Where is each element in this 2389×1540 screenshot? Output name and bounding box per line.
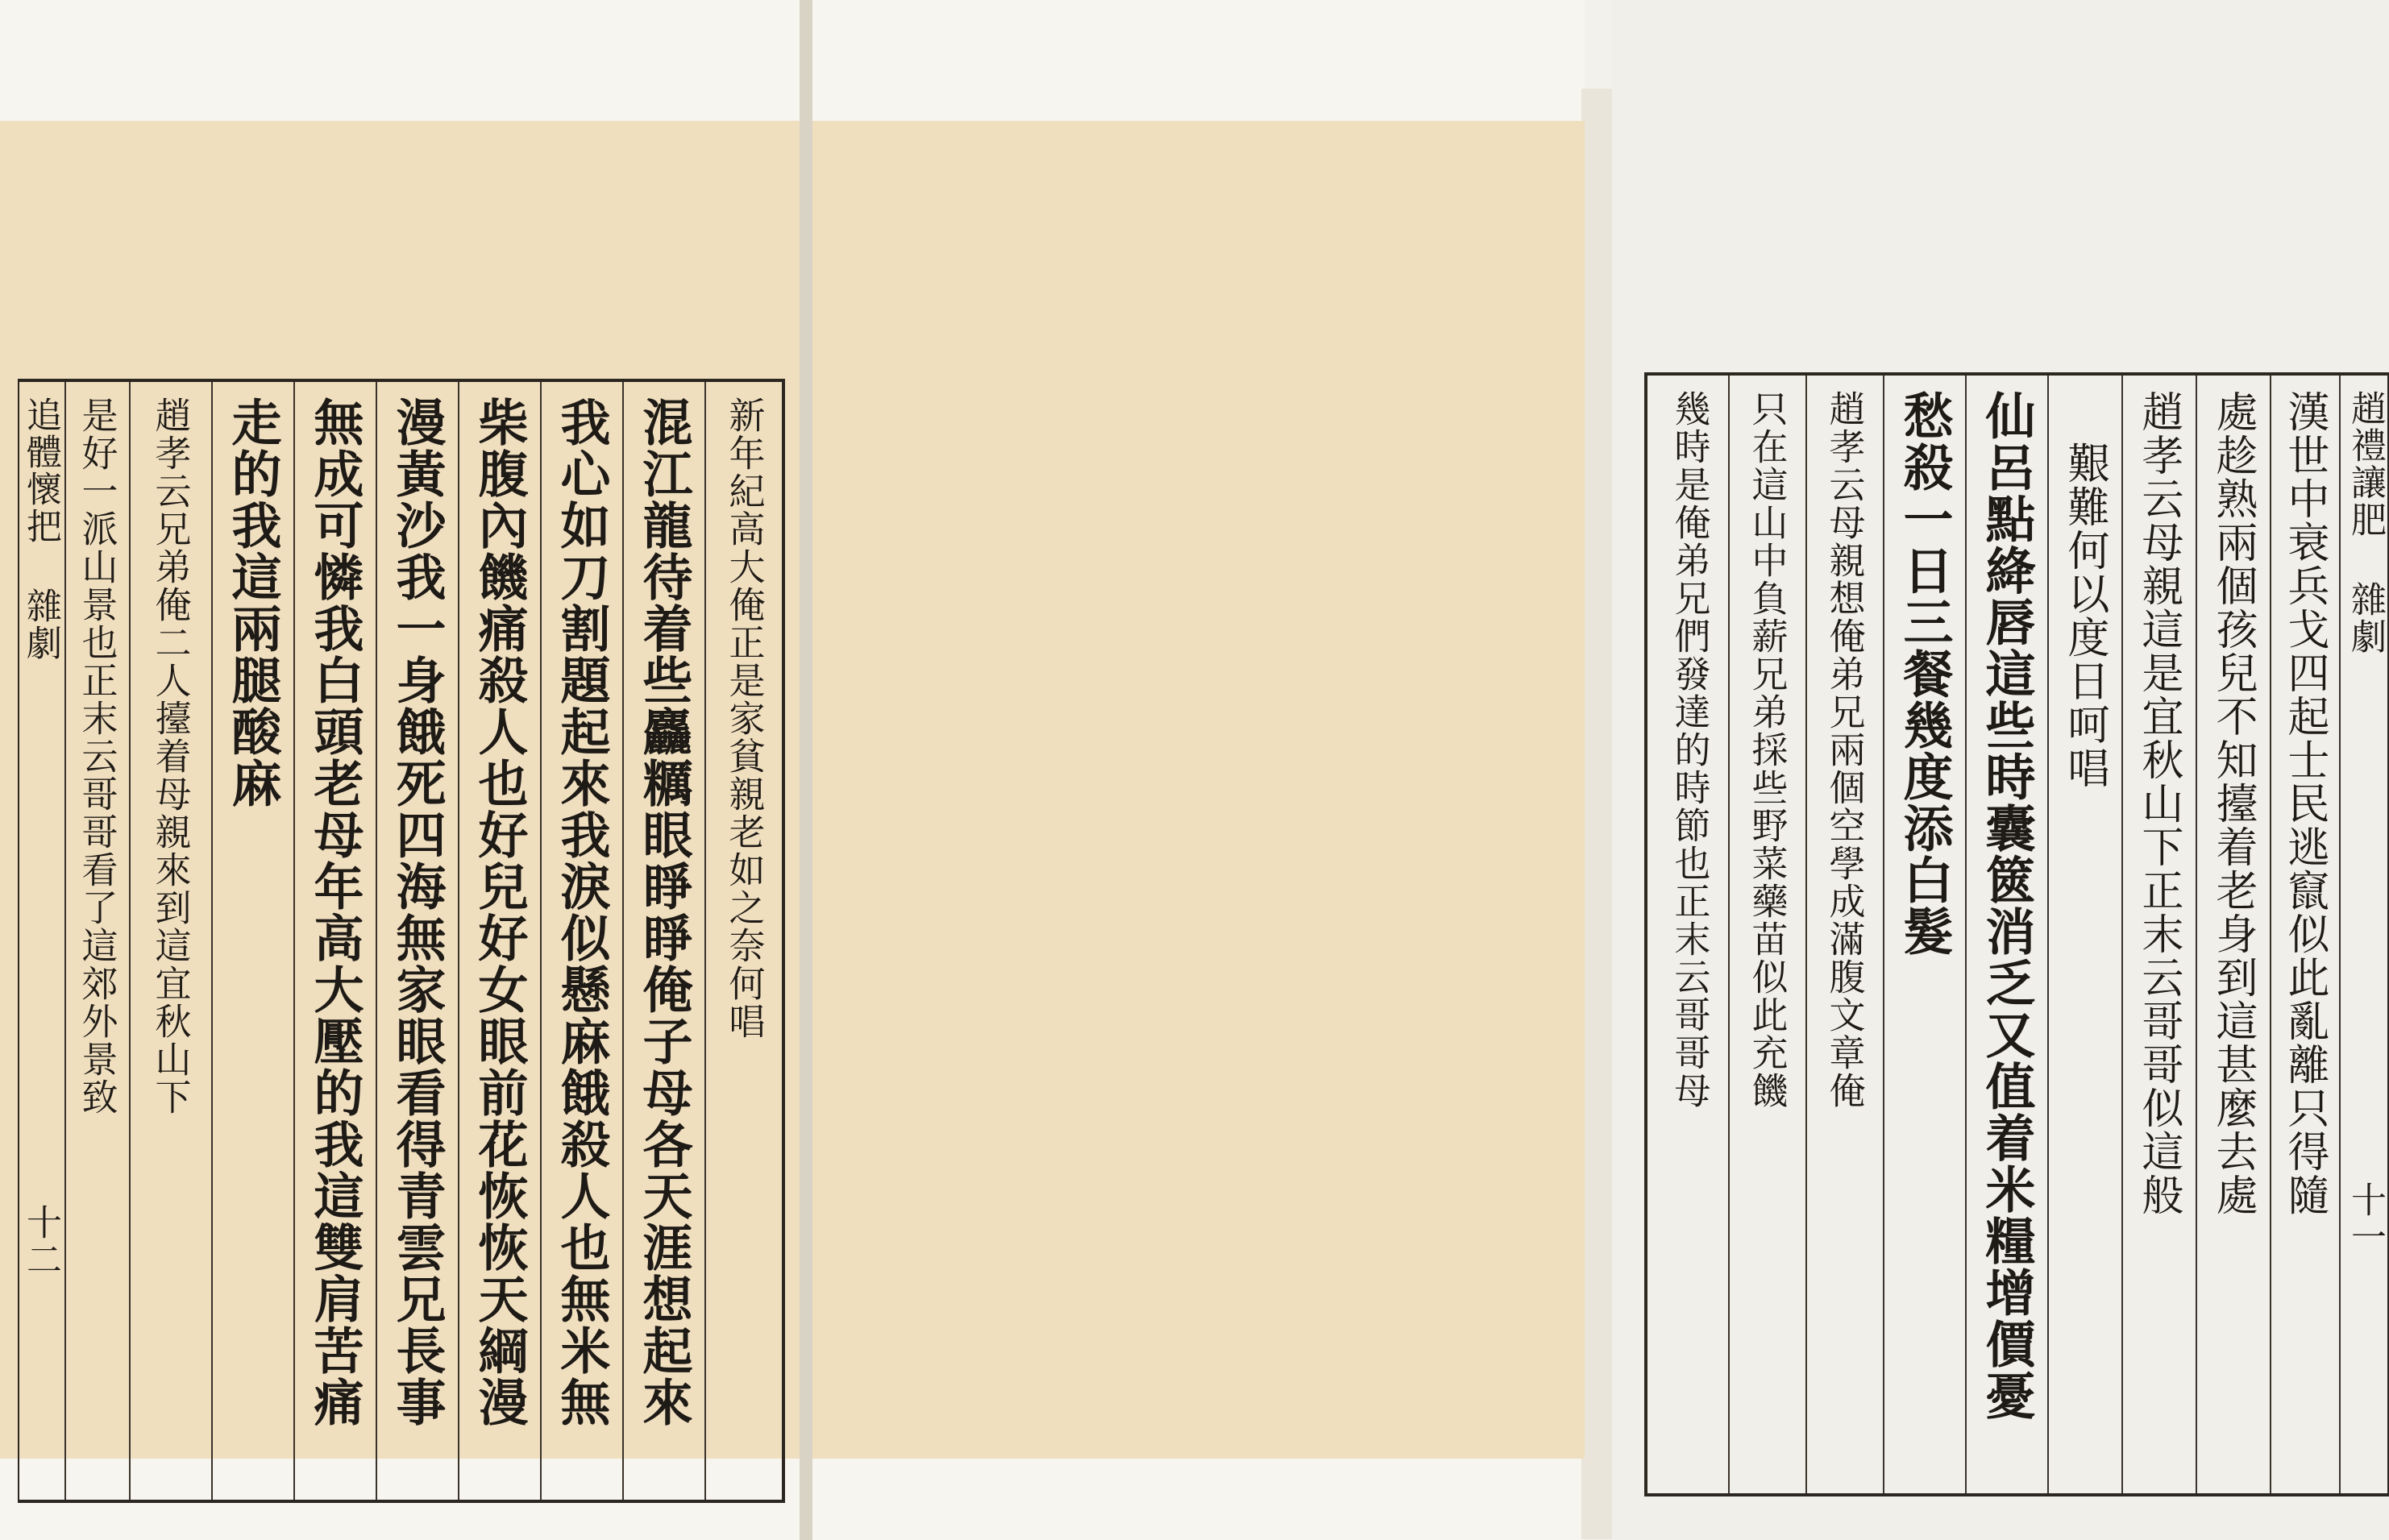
column-rule <box>1883 376 1884 1493</box>
column-text: 新年紀高大俺正是家貧親老如之奈何唱 <box>722 396 766 1040</box>
text-column <box>2196 376 2270 1493</box>
text-column <box>1805 376 1883 1493</box>
column-text: 趙孝云兄弟俺二人擡着母親來到這宜秋山下 <box>148 396 192 1116</box>
column-text: 愁殺一日三餐幾度添白髮 <box>1895 390 1954 957</box>
folio-number: 十二 <box>20 1204 61 1278</box>
text-column <box>64 382 129 1500</box>
column-text: 趙孝云母親這是宜秋山下正末云哥哥似這般 <box>2134 390 2183 1217</box>
column-text: 漢世中衰兵戈四起士民逃竄似此亂離只得隨 <box>2280 390 2329 1217</box>
text-column <box>2270 376 2339 1493</box>
column-text: 處趁熟兩個孩兒不知擡着老身到這甚麼去處 <box>2208 390 2257 1217</box>
text-column <box>129 382 211 1500</box>
text-column <box>2047 376 2121 1493</box>
column-rule <box>1728 376 1730 1493</box>
folio-heading: 趙禮讓肥 雜劇 <box>2345 390 2386 655</box>
text-column <box>622 382 704 1500</box>
column-text: 無成可憐我白頭老母年高大壓的我這雙肩苦痛 <box>305 396 364 1428</box>
right-page <box>812 121 2386 1459</box>
column-text: 我心如刀割題起來我淚似懸麻餓殺人也無米無 <box>552 396 611 1428</box>
text-column <box>293 382 376 1500</box>
folio-number: 十一 <box>2345 1181 2386 1256</box>
left-page <box>0 121 800 1459</box>
column-text: 只在這山中負薪兄弟採些野菜藥苗似此充饑 <box>1745 390 1789 1110</box>
column-text: 混江龍待着些麤糲眼睜睜俺子母各天涯想起來 <box>634 396 693 1428</box>
text-column <box>1728 376 1805 1493</box>
text-column <box>704 382 783 1500</box>
column-text: 是好一派山景也正末云哥哥看了這郊外景致 <box>75 396 118 1116</box>
left-top-margin <box>0 0 800 121</box>
column-rule <box>1965 376 1967 1493</box>
text-column <box>1965 376 2047 1493</box>
column-rule <box>2121 376 2123 1493</box>
column-rule <box>2047 376 2049 1493</box>
text-column <box>1651 376 1728 1493</box>
column-rule <box>1805 376 1807 1493</box>
column-text: 趙孝云母親想俺弟兄兩個空學成滿腹文章俺 <box>1822 390 1866 1110</box>
text-column <box>458 382 540 1500</box>
book-gutter <box>800 0 812 1540</box>
column-text: 仙呂點絳唇這些時囊篋消乏又值着米糧增價憂 <box>1977 390 2036 1422</box>
text-column <box>376 382 458 1500</box>
column-rule <box>2196 376 2197 1493</box>
column-text: 走的我這兩腿酸麻 <box>223 396 282 809</box>
right-top-margin <box>812 0 1585 121</box>
text-column <box>2121 376 2196 1493</box>
right-bottom-margin <box>812 1459 1585 1540</box>
column-text: 幾時是俺弟兄們發達的時節也正末云哥哥母 <box>1668 390 1711 1110</box>
column-rule <box>2339 376 2341 1493</box>
page-edge <box>1581 89 1612 1539</box>
folio-number-box <box>2341 1181 2389 1343</box>
right-page-frame <box>1644 372 2389 1496</box>
column-rule <box>2270 376 2271 1493</box>
folio-heading: 追體懷把 雜劇 <box>20 396 61 662</box>
column-text: 漫黃沙我一身餓死四海無家眼看得青雲兄長事 <box>388 396 447 1428</box>
text-column <box>211 382 293 1500</box>
column-text: 柴腹內饑痛殺人也好兒好女眼前花恢恢天綱漫 <box>470 396 529 1428</box>
left-page-frame <box>18 379 785 1503</box>
column-text: 艱難何以度日呵唱 <box>2060 442 2109 790</box>
folio-number-box <box>16 1204 64 1365</box>
text-column <box>1883 376 1965 1493</box>
text-column <box>540 382 622 1500</box>
